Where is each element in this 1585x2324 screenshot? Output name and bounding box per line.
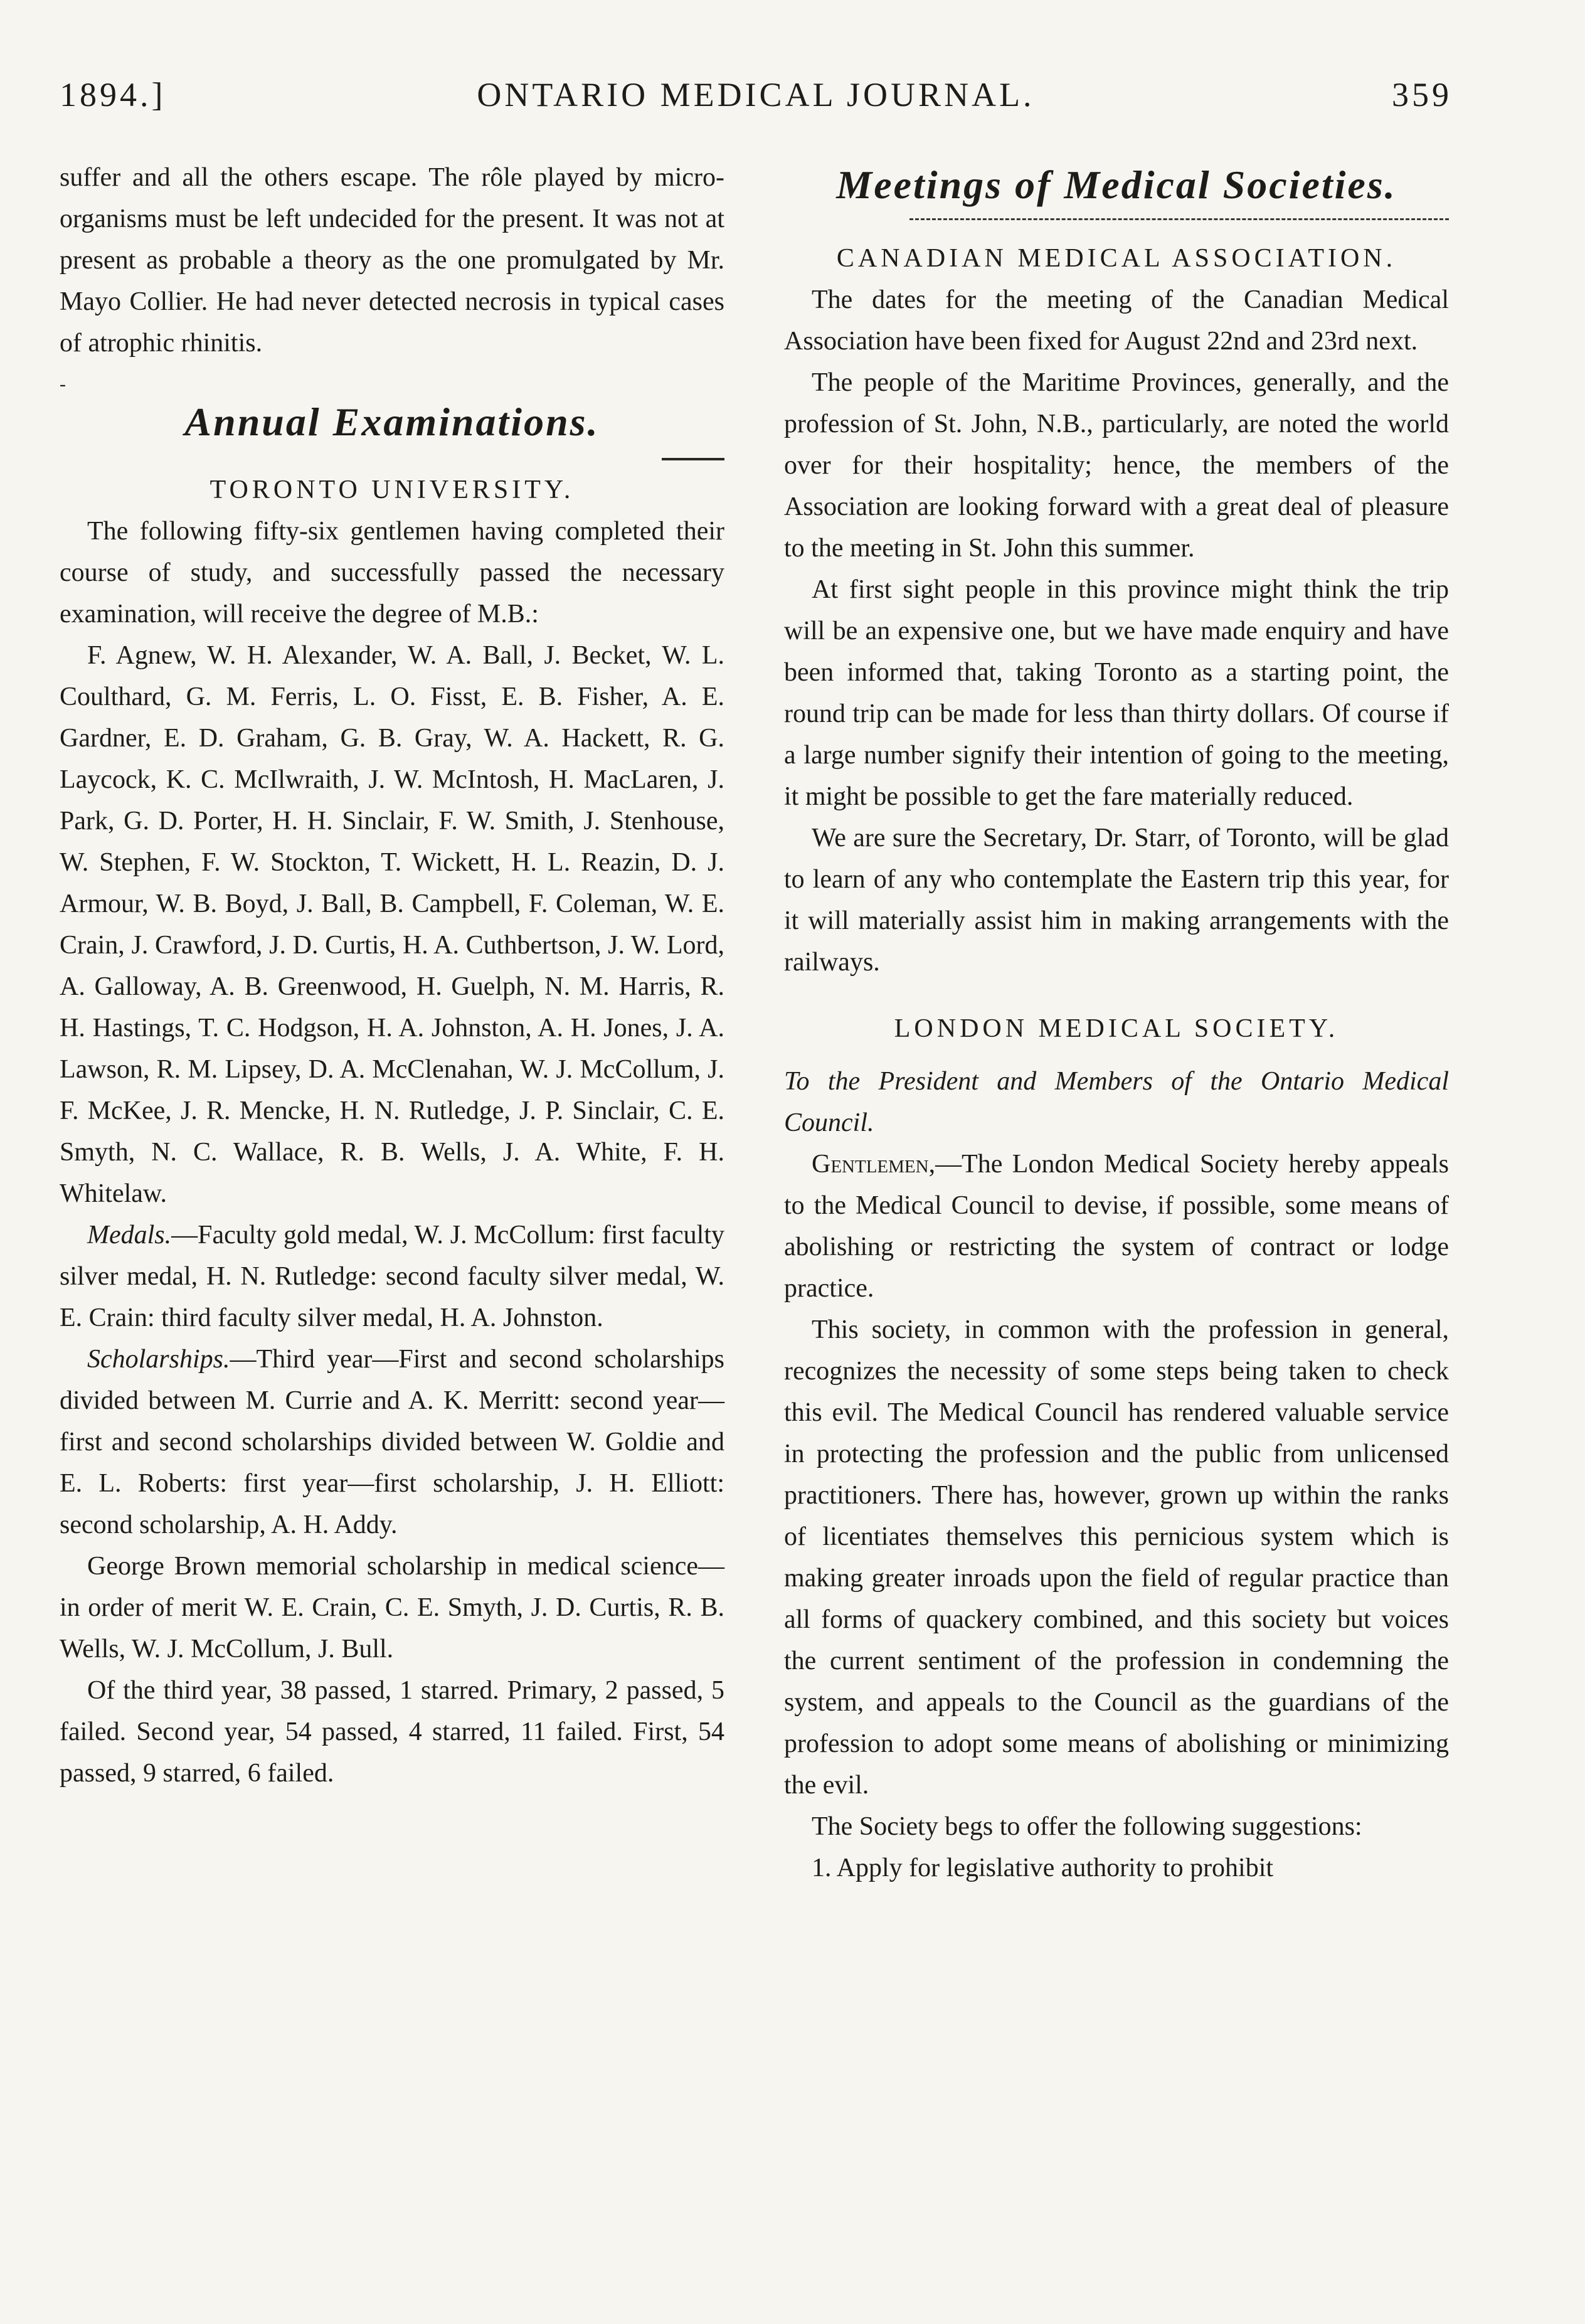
year-label: 1894.]	[60, 76, 166, 114]
graduates-intro: The following fifty-six gentlemen having completed their course of study, and successfully passed the necessary examination, will receive the degree of M.B.:	[60, 517, 724, 629]
running-head	[60, 75, 1452, 125]
stray-mark: -	[60, 374, 66, 395]
cma-paragraph-4: We are sure the Secretary, Dr. Starr, of Toronto, will be glad to learn of any who contemplate the Eastern trip this year, for it will materially assist him in making arrangements with the railways.	[784, 824, 1449, 977]
cma-heading: CANADIAN MEDICAL ASSOCIATION.	[836, 244, 1397, 273]
toronto-university-heading: TORONTO UNIVERSITY.	[209, 475, 575, 504]
left-column	[60, 157, 724, 1794]
medals-text: —Faculty gold medal, W. J. McCollum: first faculty silver medal, H. N. Rutledge: second faculty silver medal, W. E. Crain: third faculty silver medal, H. A. Johnston.	[60, 1221, 724, 1332]
cma-paragraph-1: The dates for the meeting of the Canadian Medical Association have been fixed for August 22nd and 23rd next.	[784, 285, 1449, 356]
dashed-rule	[909, 218, 1449, 223]
medals-label: Medals.	[87, 1221, 172, 1250]
cma-paragraph-3: At first sight people in this province might think the trip will be an expensive one, but we have made enquiry and have been informed that, taking Toronto as a starting point, the round trip can be made for less than thirty dollars. Of course if a large number signify their intention of going to the meeting, it might be possible to get the fare materially reduced.	[784, 575, 1449, 811]
right-column	[784, 157, 1449, 1889]
lms-salutation: Gentlemen,	[812, 1150, 936, 1179]
continuation-paragraph: suffer and all the others escape. The rôle played by micro-organisms must be left undecided for the present. It was not at present as probable a theory as the one promulgated by Mr. Mayo Collier. He had never detected necrosis in typical cases of atrophic rhinitis.	[60, 163, 724, 358]
lms-paragraph-1-text: —The London Medical Society hereby appeals to the Medical Council to devise, if possible, some means of abolishing or restricting the system of contract or lodge practice.	[784, 1150, 1449, 1303]
scholarships-text: —Third year—First and second scholarships divided between M. Currie and A. K. Merritt: second year—first and second scholarships divided between W. Goldie and E. L. Roberts: first year—first scholarship, J. H. Elliott: second scholarship, A. H. Addy.	[60, 1345, 724, 1539]
cma-paragraph-2: The people of the Maritime Provinces, generally, and the profession of St. John, N.B., particularly, are noted the world over for their hospitality; hence, the members of the Association are looking forward with a great deal of pleasure to the meeting in St. John this summer.	[784, 368, 1449, 563]
lms-paragraph-2: This society, in common with the profession in general, recognizes the necessity of some steps being taken to check this evil. The Medical Council has rendered valuable service in protecting the profession and the public from unlicensed practitioners. There has, however, grown up within the ranks of licentiates themselves this pernicious system which is making greater inroads upon the field of regular practice than all forms of quackery combined, and this society but voices the current sentiment of the profession in condemning the system, and appeals to the Council as the guardians of the profession to adopt some means of abolishing or minimizing the evil.	[784, 1315, 1449, 1800]
lms-paragraph-4: 1. Apply for legislative authority to prohibit	[812, 1854, 1274, 1882]
lms-paragraph-3: The Society begs to offer the following suggestions:	[812, 1812, 1362, 1841]
annual-examinations-heading: Annual Examinations.	[184, 400, 600, 444]
george-brown-paragraph: George Brown memorial scholarship in medical science—in order of merit W. E. Crain, C. E. Smyth, J. D. Curtis, R. B. Wells, W. J. McCollum, J. Bull.	[60, 1552, 724, 1663]
medals-paragraph	[60, 1214, 724, 1339]
graduates-list: F. Agnew, W. H. Alexander, W. A. Ball, J. Becket, W. L. Coulthard, G. M. Ferris, L. O. Fisst, E. B. Fisher, A. E. Gardner, E. D. Graham, G. B. Gray, W. A. Hackett, R. G. Laycock, K. C. McIlwraith, J. W. McIntosh, H. MacLaren, J. Park, G. D. Porter, H. H. Sinclair, F. W. Smith, J. Stenhouse, W. Stephen, F. W. Stockton, T. Wickett, H. L. Reazin, D. J. Armour, W. B. Boyd, J. Ball, B. Campbell, F. Coleman, W. E. Crain, J. Crawford, J. D. Curtis, H. A. Cuthbertson, J. W. Lord, A. Galloway, A. B. Greenwood, H. Guelph, N. M. Harris, R. H. Hastings, T. C. Hodgson, H. A. Johnston, A. H. Jones, J. A. Lawson, R. M. Lipsey, D. A. McClenahan, W. J. McCollum, J. F. McKee, J. R. Mencke, H. N. Rutledge, J. P. Sinclair, C. E. Smyth, N. C. Wallace, R. B. Wells, J. A. White, F. H. Whitelaw.	[60, 641, 724, 1208]
results-paragraph: Of the third year, 38 passed, 1 starred. Primary, 2 passed, 5 failed. Second year, 54 passed, 4 starred, 11 failed. First, 54 passed, 9 starred, 6 failed.	[60, 1676, 724, 1788]
lms-address: To the President and Members of the Ontario Medical Council.	[784, 1067, 1449, 1137]
scholarships-label: Scholarships.	[87, 1345, 230, 1374]
page-number: 359	[1392, 76, 1452, 114]
journal-title: ONTARIO MEDICAL JOURNAL.	[477, 76, 1035, 114]
lms-heading: LONDON MEDICAL SOCIETY.	[894, 1014, 1339, 1043]
heading-rule	[662, 458, 724, 460]
meetings-heading: Meetings of Medical Societies.	[836, 162, 1397, 207]
lms-paragraph-1	[784, 1143, 1449, 1309]
scholarships-paragraph	[60, 1339, 724, 1546]
